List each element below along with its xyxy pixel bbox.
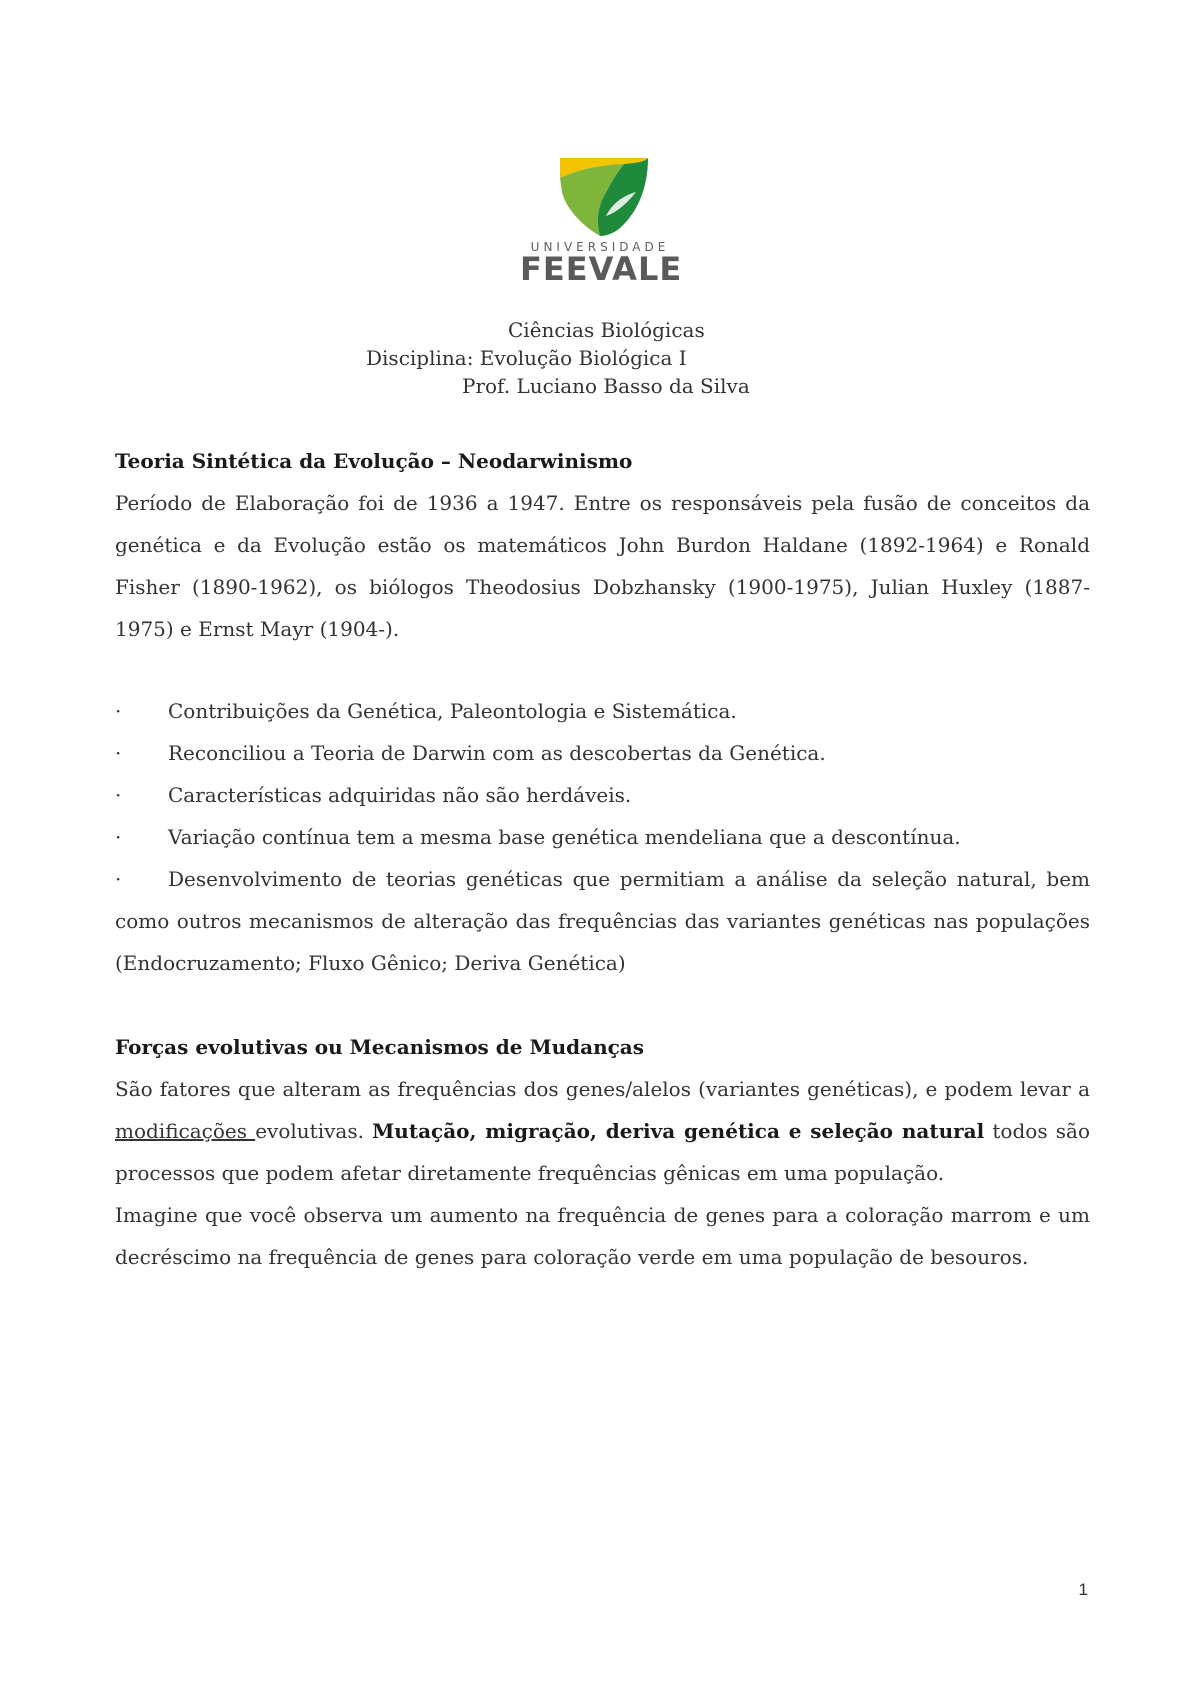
- section-title-synthetic-theory: Teoria Sintética da Evolução – Neodarwinismo: [115, 449, 633, 473]
- section-title-evolutionary-forces: Forças evolutivas ou Mecanismos de Mudanças: [115, 1035, 645, 1059]
- underlined-term: modificações: [115, 1119, 256, 1143]
- list-item: · Características adquiridas não são herdáveis.: [115, 774, 1090, 816]
- logo-university-text: UNIVERSIDADE: [530, 240, 670, 254]
- logo-feevale-text: FEEVALE: [520, 250, 683, 288]
- bullet-dot: ·: [115, 741, 122, 765]
- paragraph-evolutionary-factors: São fatores que alteram as frequências dos genes/alelos (variantes genéticas), e podem levar a modificações evolutivas. Mutação, migração, deriva genética e seleção natural todos são processos que podem afetar diretamente frequências gênicas em uma população.: [115, 1077, 1091, 1185]
- bullet-dot: ·: [115, 699, 122, 723]
- professor-name: Prof. Luciano Basso da Silva: [462, 374, 750, 398]
- bullet-dot: ·: [115, 867, 122, 891]
- list-item: · Variação contínua tem a mesma base genética mendeliana que a descontínua.: [115, 816, 1090, 858]
- bullet-dot: ·: [115, 783, 122, 807]
- feevale-leaf-icon: [556, 154, 652, 238]
- paragraph-beetle-example: Imagine que você observa um aumento na frequência de genes para a coloração marrom e um decréscimo na frequência de genes para coloração verde em uma população de besouros.: [115, 1203, 1090, 1269]
- list-item: · Contribuições da Genética, Paleontologia e Sistemática.: [115, 690, 1090, 732]
- paragraph-elaboration-period: Período de Elaboração foi de 1936 a 1947. Entre os responsáveis pela fusão de conceitos da genética e da Evolução estão os matemáticos John Burdon Haldane (1892-1964) e Ronald Fisher (1890-1962), os biólogos Theodosius Dobzhansky (1900-1975), Julian Huxley (1887-1975) e Ernst Mayr (1904-).: [115, 491, 1090, 641]
- university-logo: [520, 150, 683, 290]
- course-name: Ciências Biológicas: [508, 318, 705, 342]
- list-item: · Desenvolvimento de teorias genéticas que permitiam a análise da seleção natural, bem como outros mecanismos de alteração das frequências das variantes genéticas nas populações (Endocruzamento; Fluxo Gênico; Deriva Genética): [115, 858, 1090, 984]
- list-item: · Reconciliou a Teoria de Darwin com as descobertas da Genética.: [115, 732, 1090, 774]
- bullet-list-contributions: [115, 690, 1090, 984]
- bold-mechanisms: Mutação, migração, deriva genética e seleção natural: [372, 1119, 985, 1143]
- bullet-dot: ·: [115, 825, 122, 849]
- document-body: [115, 440, 1090, 1278]
- page-number: 1: [1078, 1580, 1088, 1599]
- discipline-name: Disciplina: Evolução Biológica I: [366, 346, 687, 370]
